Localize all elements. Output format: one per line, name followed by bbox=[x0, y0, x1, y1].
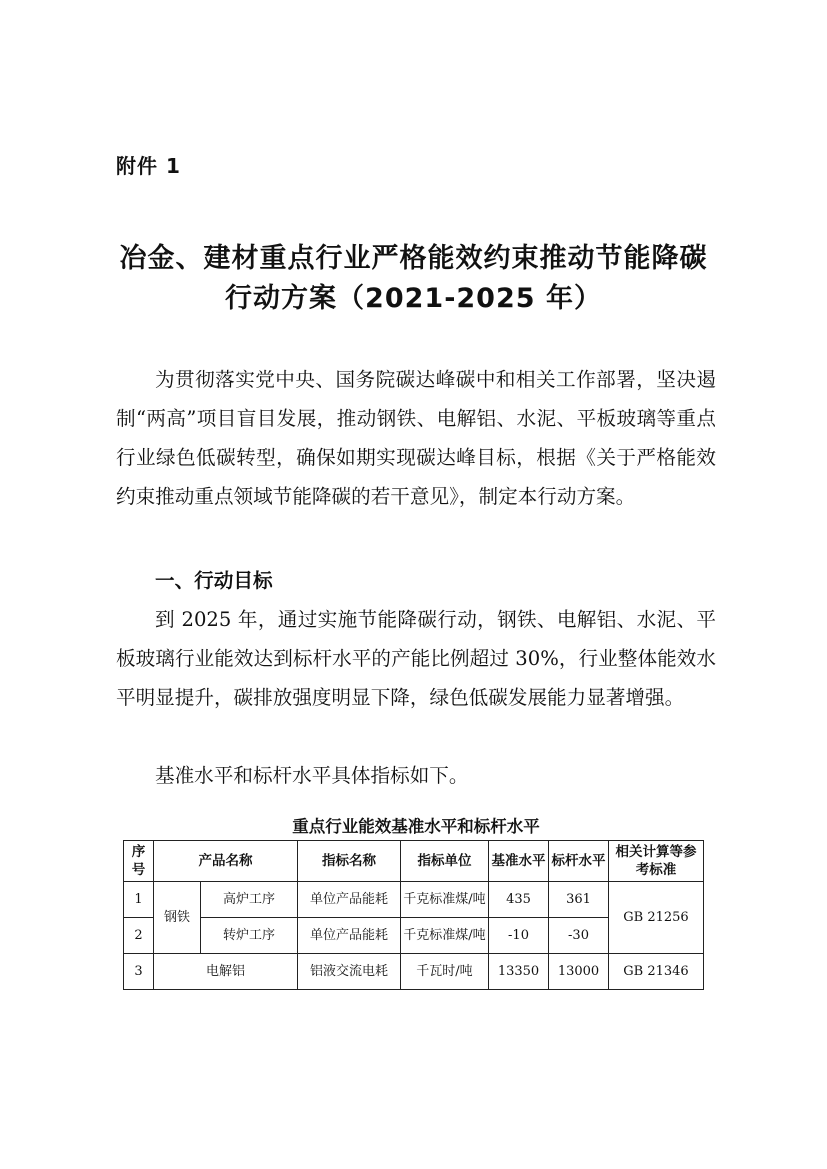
section-heading-goals: 一、行动目标 bbox=[155, 569, 273, 592]
cell-standard: GB 21256 bbox=[609, 882, 704, 954]
table-header-row bbox=[124, 841, 704, 882]
cell-benchmark: -30 bbox=[549, 918, 609, 954]
cell-unit: 千瓦时/吨 bbox=[401, 954, 489, 990]
cell-baseline: 435 bbox=[489, 882, 549, 918]
cell-group-steel: 钢铁 bbox=[154, 882, 201, 954]
header-standard: 相关计算等参考标准 bbox=[609, 841, 704, 882]
header-benchmark: 标杆水平 bbox=[549, 841, 609, 882]
cell-seq: 2 bbox=[124, 918, 154, 954]
header-seq: 序号 bbox=[124, 841, 154, 882]
document-title-line-2: 行动方案（2021-2025 年） bbox=[225, 283, 602, 314]
cell-unit: 千克标准煤/吨 bbox=[401, 918, 489, 954]
header-baseline: 基准水平 bbox=[489, 841, 549, 882]
cell-unit: 千克标准煤/吨 bbox=[401, 882, 489, 918]
cell-seq: 1 bbox=[124, 882, 154, 918]
cell-baseline: -10 bbox=[489, 918, 549, 954]
cell-standard: GB 21346 bbox=[609, 954, 704, 990]
cell-seq: 3 bbox=[124, 954, 154, 990]
efficiency-table bbox=[123, 840, 704, 990]
header-indicator: 指标名称 bbox=[298, 841, 401, 882]
header-product: 产品名称 bbox=[154, 841, 298, 882]
cell-benchmark: 13000 bbox=[549, 954, 609, 990]
cell-baseline: 13350 bbox=[489, 954, 549, 990]
intro-paragraph: 为贯彻落实党中央、国务院碳达峰碳中和相关工作部署，坚决遏制“两高”项目盲目发展，推动钢铁、电解铝、水泥、平板玻璃等重点行业绿色低碳转型，确保如期实现碳达峰目标，根据《关于严格能效约束推动重点领域节能降碳的若干意见》，制定本行动方案。 bbox=[116, 368, 716, 508]
cell-indicator: 单位产品能耗 bbox=[298, 918, 401, 954]
table-row bbox=[124, 882, 704, 918]
cell-product: 高炉工序 bbox=[201, 882, 298, 918]
goals-paragraph: 到 2025 年，通过实施节能降碳行动，钢铁、电解铝、水泥、平板玻璃行业能效达到标杆水平的产能比例超过 30%，行业整体能效水平明显提升，碳排放强度明显下降，绿色低碳发展能力显著增强。 bbox=[116, 608, 716, 709]
header-unit: 指标单位 bbox=[401, 841, 489, 882]
cell-benchmark: 361 bbox=[549, 882, 609, 918]
cell-indicator: 铝液交流电耗 bbox=[298, 954, 401, 990]
cell-product: 转炉工序 bbox=[201, 918, 298, 954]
table-row bbox=[124, 954, 704, 990]
cell-product: 电解铝 bbox=[154, 954, 298, 990]
document-title-line-1: 冶金、建材重点行业严格能效约束推动节能降碳 bbox=[119, 243, 708, 274]
attachment-label: 附件 1 bbox=[116, 154, 181, 178]
cell-indicator: 单位产品能耗 bbox=[298, 882, 401, 918]
table-caption: 重点行业能效基准水平和标杆水平 bbox=[292, 817, 540, 836]
indicator-note: 基准水平和标杆水平具体指标如下。 bbox=[155, 764, 469, 787]
